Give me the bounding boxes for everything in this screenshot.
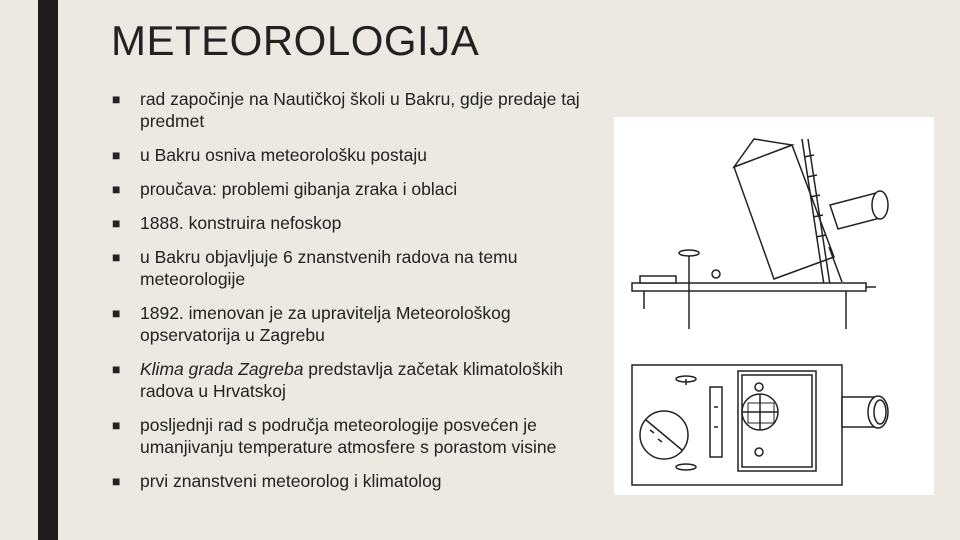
bullet-text: u Bakru osniva meteorološku postaju xyxy=(140,145,427,165)
accent-bar xyxy=(38,0,58,540)
bullet-text xyxy=(140,359,563,401)
page-title: METEOROLOGIJA xyxy=(111,17,480,64)
bullet-text: proučava: problemi gibanja zraka i oblaci xyxy=(140,179,458,199)
bullet-item xyxy=(110,358,610,402)
bullet-item xyxy=(110,302,610,346)
bullet-italic-text: Klima grada Zagreba xyxy=(140,359,304,379)
bullet-marker: ■ xyxy=(112,215,121,231)
bullet-text: 1888. konstruira nefoskop xyxy=(140,213,342,233)
bullet-text: 1892. imenovan je za upravitelja Meteorološkog opservatorija u Zagrebu xyxy=(140,303,511,345)
bullet-marker: ■ xyxy=(112,361,121,377)
bullet-item xyxy=(110,414,610,458)
bullet-item xyxy=(110,470,610,492)
bullet-marker: ■ xyxy=(112,91,121,107)
bullet-text: prvi znanstveni meteorolog i klimatolog xyxy=(140,471,442,491)
bullet-marker: ■ xyxy=(112,147,121,163)
bullet-text-rest: predstavlja začetak klimatoloških radova u Hrvatskoj xyxy=(140,359,564,401)
bullet-list xyxy=(110,88,610,492)
bullet-marker: ■ xyxy=(112,417,121,433)
bullet-marker: ■ xyxy=(112,305,121,321)
bullet-item xyxy=(110,246,610,290)
bullet-marker: ■ xyxy=(112,473,121,489)
nephoscope-drawing-icon xyxy=(614,117,934,495)
bullet-text: posljednji rad s područja meteorologije posvećen je umanjivanju temperature atmosfere s porastom visine xyxy=(140,415,557,457)
bullet-text: rad započinje na Nautičkoj školi u Bakru, gdje predaje taj predmet xyxy=(140,89,580,131)
bullet-item xyxy=(110,88,610,132)
bullet-item xyxy=(110,212,610,234)
bullet-item xyxy=(110,178,610,200)
bullet-marker: ■ xyxy=(112,181,121,197)
bullet-marker: ■ xyxy=(112,249,121,265)
bullet-text: u Bakru objavljuje 6 znanstvenih radova na temu meteorologije xyxy=(140,247,518,289)
bullet-item xyxy=(110,144,610,166)
nephoscope-figure xyxy=(614,117,934,495)
